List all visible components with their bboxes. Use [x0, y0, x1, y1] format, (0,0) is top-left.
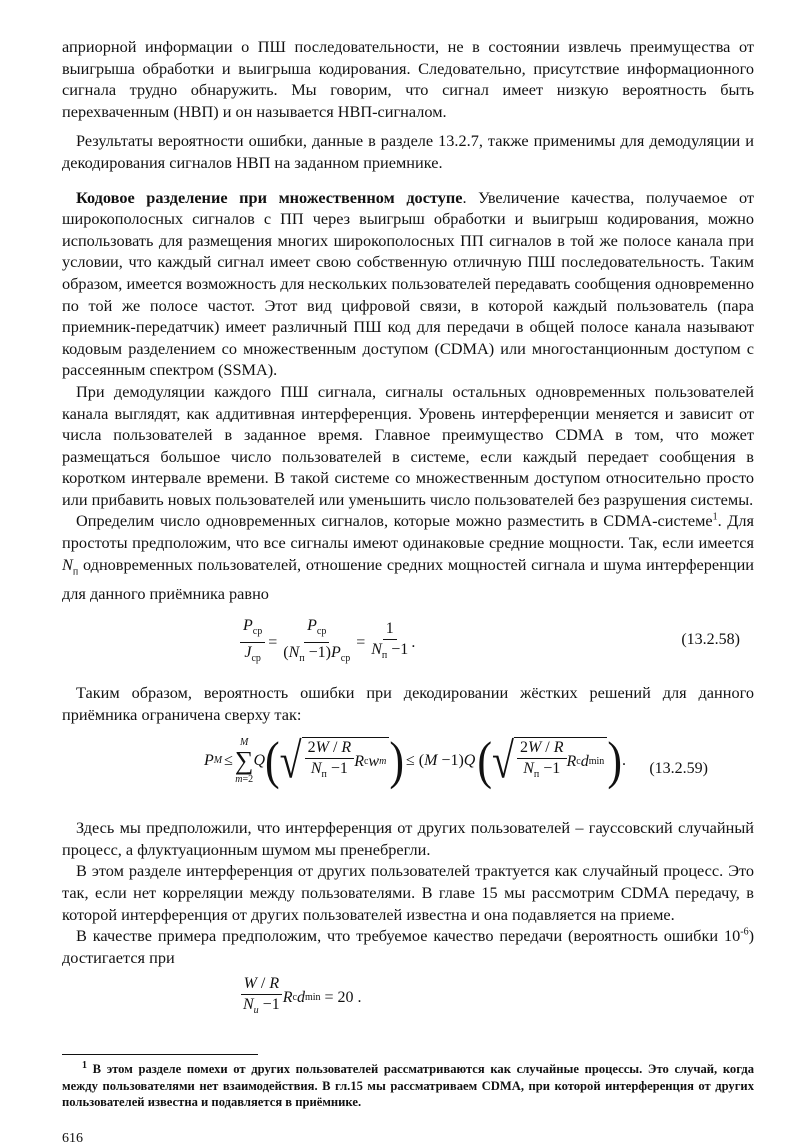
equation-body: $\frac{P_{ср}}{J_{ср}}$ = $\frac{P_{ср}}{(N_п -1)P_{ср}}$ = $\frac{1}{N_п -1}$ . — [240, 616, 415, 669]
paragraph-2: Результаты вероятности ошибки, данные в разделе 13.2.7, также применимы для демодуляции и декодирования сигналов НВП на заданном приемнике. — [62, 131, 754, 172]
page-number: 616 — [62, 1130, 83, 1146]
footnote-text: В этом разделе помехи от других пользователей рассматриваются как случайные процессы. Это случай, когда между пользователями нет взаимодействия. В гл.15 мы рассматриваем CDMA, при которой интерференция от других пользователей известна и подавляется в приёмнике. — [62, 1062, 754, 1110]
footnote — [62, 1061, 754, 1111]
paragraph-4: При демодуляции каждого ПШ сигнала, сигналы остальных одновременных пользователей канала выглядят, как аддитивная интерференция. Уровень интерференции меняется и зависит от числа пользователей в заданное время. Главное преимущество CDMA в том, что может размещаться большое число пользователей в системе, если каждый передает сообщения в коротком интервале времени. В такой системе со множественным доступом относительно просто или прибавить новых пользователей или уменьшить число пользователей без разрушения системы. — [62, 381, 754, 509]
paragraph-8: В этом разделе интерференция от других пользователей трактуется как случайный процесс. Это так, если нет корреляции между пользователями. В главе 15 мы рассмотрим CDMA передачу, в которой интерференция от других пользователей известна и она подавляется на приеме. — [62, 861, 754, 924]
paragraph-5: Определим число одновременных сигналов, которые можно разместить в CDMA-системе$^1$. Для простоты предположим, что все сигналы имеют одинаковые средние мощности. Так, если имеется $N_п$ одновременных пользователей, отношение средних мощностей сигнала и шума интерференции для данного приёмника равно — [62, 511, 754, 603]
paragraph-3 — [62, 187, 754, 381]
equation-13-2-59 — [62, 729, 754, 809]
footnote-marker: 1 — [82, 1060, 87, 1072]
footnote-divider — [62, 1054, 258, 1055]
equation-body: $\frac{W / R}{N_u -1}$ R c d min = 20 . — [240, 974, 362, 1021]
cdma-heading: Кодовое разделение при множественном доступе — [76, 187, 463, 207]
paragraph-7: Здесь мы предположили, что интерференция от других пользователей – гауссовский случайный процесс, а флуктуационным шумом мы пренебрегли. — [62, 818, 754, 859]
equation-condition — [62, 972, 754, 1024]
equation-13-2-58 — [62, 612, 754, 668]
equation-number-58: (13.2.58) — [681, 631, 740, 649]
paragraph-6: Таким образом, вероятность ошибки при декодировании жёстких решений для данного приёмника ограничена сверху так: — [62, 683, 754, 724]
footnote-ref: 1 — [712, 512, 718, 524]
paragraph-9: В качестве примера предположим, что требуемое качество передачи (вероятность ошибки $10^{-6}$) достигается при — [62, 926, 754, 967]
equation-body: P M ≤ M ∑ m=2 Q ( √ $\frac{2W / R}{N_п -1}$ R c w m ) ≤ (M −1)Q ( √ $\frac{2W / R}{N_п -1}$ R c d min ) . — [204, 731, 626, 791]
equation-number-59: (13.2.59) — [649, 760, 708, 778]
paragraph-1: априорной информации о ПШ последовательности, не в состоянии извлечь преимущества от выигрыша обработки и выигрыша кодирования. Следовательно, присутствие информационного сигнала трудно обнаружить. Мы говорим, что сигнал имеет низкую вероятность быть перехваченным (НВП) и он называется НВП-сигналом. — [62, 37, 754, 121]
paragraph-3-text: . Увеличение качества, получаемое от широкополосных сигналов с ПП через выигрыш обработки и выигрыш кодирования, можно использовать для размещения многих широкополосных ПП сигналов в той же полосе канала при условии, что каждый сигнал имеет свою собственную отличную ПШ последовательность. Таким образом, имеется возможность для нескольких пользователей передавать сообщения одновременно по той же полосе частот. Этот вид цифровой связи, в которой каждый пользователь (пара приемник-передатчик) имеет различный ПШ код для передачи в общей полосе канала называют кодовым разделением со множественным доступом (CDMA) или многостанционным доступом с рассеянным спектром (SSMA). — [62, 187, 754, 380]
